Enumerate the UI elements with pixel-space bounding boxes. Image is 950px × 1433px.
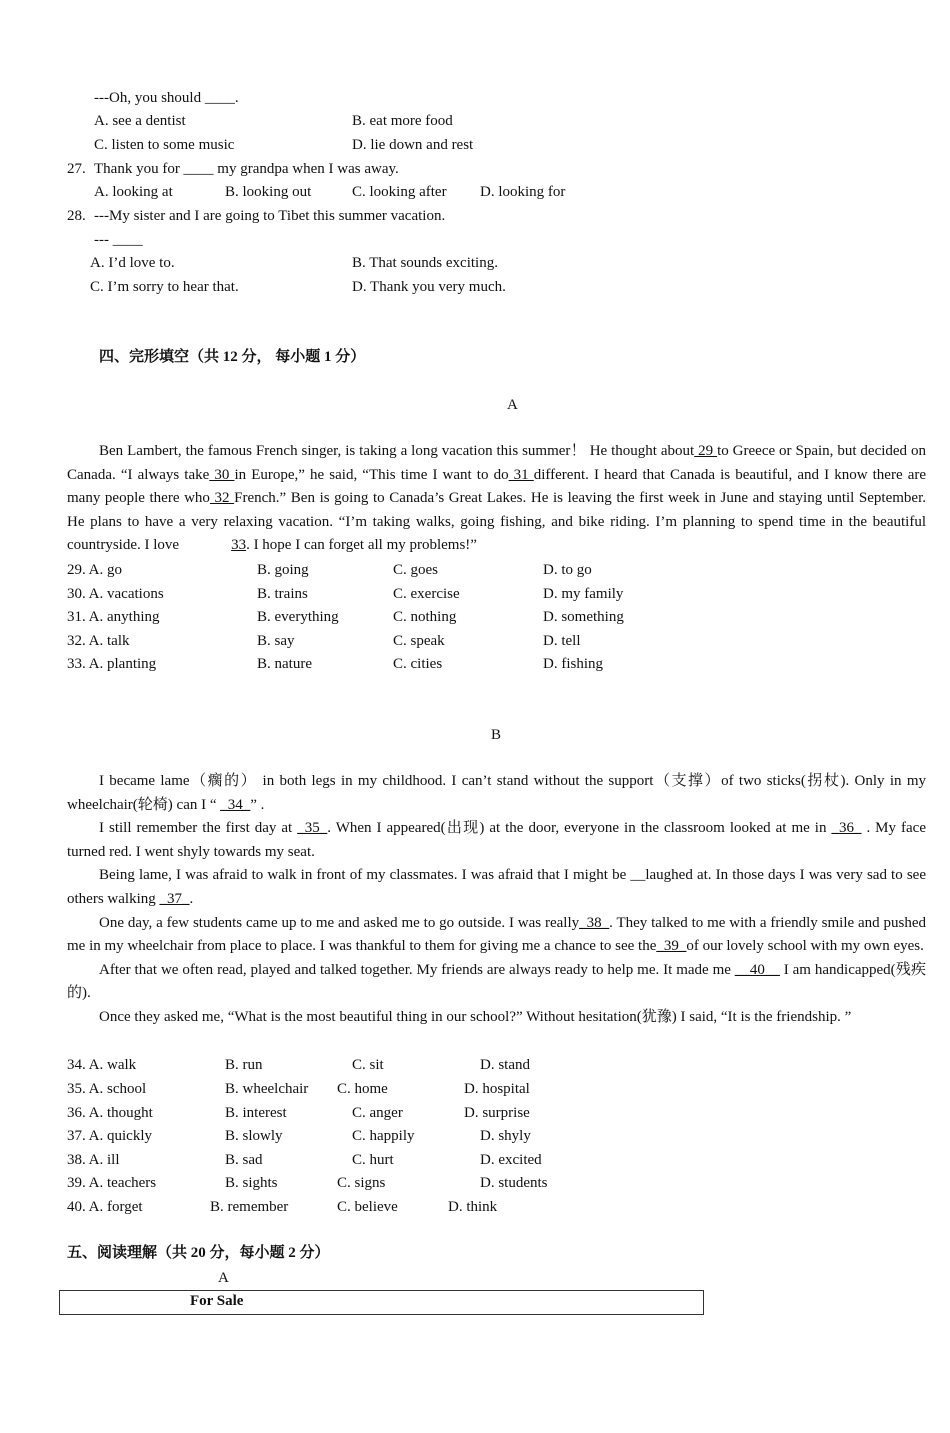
q33-option-a: 33. A. planting bbox=[67, 656, 157, 672]
passage-b-paragraph-6: Once they asked me, “What is the most beautiful thing in our school?” Without hesitation(犹豫) I said, “It is the friendship. ” bbox=[99, 1008, 852, 1025]
section4-part-b-label: B bbox=[491, 727, 502, 743]
q32-option-d: D. tell bbox=[543, 633, 581, 649]
q29-option-d: D. to go bbox=[543, 562, 592, 578]
section4-part-a-label: A bbox=[507, 397, 518, 413]
q26-option-a: A. see a dentist bbox=[94, 113, 186, 129]
q40-option-b: B. remember bbox=[210, 1199, 289, 1215]
q31-option-d: D. something bbox=[543, 609, 624, 625]
passage-b-paragraph-5: After that we often read, played and talked together. My friends are always ready to help me. It made me __40__ I am handicapped(残疾的). bbox=[67, 961, 926, 1002]
q39-option-d: D. students bbox=[480, 1175, 548, 1191]
q37-option-a: 37. A. quickly bbox=[67, 1128, 152, 1144]
blank-30: 30 bbox=[209, 466, 235, 483]
q26-option-b: B. eat more food bbox=[352, 113, 453, 129]
section5-heading: 五、阅读理解（共 20 分，每小题 2 分） bbox=[67, 1245, 330, 1261]
q28-number: 28. bbox=[67, 208, 86, 224]
q38-option-c: C. hurt bbox=[352, 1152, 394, 1168]
for-sale-title: For Sale bbox=[190, 1293, 244, 1309]
passage-b-paragraph-3: Being lame, I was afraid to walk in front of my classmates. I was afraid that I might be __laughed at. In those days I was very sad to see others walking _37_. bbox=[67, 867, 926, 907]
q33-option-c: C. cities bbox=[393, 656, 443, 672]
q33-option-d: D. fishing bbox=[543, 656, 603, 672]
q35-option-a: 35. A. school bbox=[67, 1081, 147, 1097]
blank-38: _38_ bbox=[579, 914, 610, 931]
q36-option-b: B. interest bbox=[225, 1105, 287, 1121]
blank-34: _34_ bbox=[220, 796, 251, 813]
q26-option-d: D. lie down and rest bbox=[352, 137, 474, 153]
passage-a bbox=[67, 440, 926, 558]
q28-option-c: C. I’m sorry to hear that. bbox=[90, 279, 239, 295]
q34-option-a: 34. A. walk bbox=[67, 1057, 137, 1073]
passage-b-paragraph-1: I became lame（瘸的） in both legs in my childhood. I can’t stand without the support（支撑）of two sticks(拐杖). Only in my wheelchair(轮椅) can I “ _34_” . bbox=[67, 773, 926, 813]
blank-36: _36_ bbox=[831, 820, 862, 837]
blank-39: _39_ bbox=[656, 938, 687, 955]
q39-option-b: B. sights bbox=[225, 1175, 278, 1191]
q36-option-d: D. surprise bbox=[464, 1105, 530, 1121]
passage-b bbox=[67, 770, 926, 1030]
q34-option-b: B. run bbox=[225, 1057, 263, 1073]
q30-option-b: B. trains bbox=[257, 586, 308, 602]
q40-option-d: D. think bbox=[448, 1199, 498, 1215]
q39-option-a: 39. A. teachers bbox=[67, 1175, 157, 1191]
q28-option-b: B. That sounds exciting. bbox=[352, 255, 498, 271]
q37-option-b: B. slowly bbox=[225, 1128, 283, 1144]
q34-option-d: D. stand bbox=[480, 1057, 530, 1073]
q28-prompt: ---My sister and I are going to Tibet this summer vacation. bbox=[94, 208, 446, 224]
q36-option-a: 36. A. thought bbox=[67, 1105, 153, 1121]
blank-37: _37_ bbox=[159, 890, 190, 907]
q27-option-c: C. looking after bbox=[352, 184, 447, 200]
section5-part-a-label: A bbox=[218, 1270, 229, 1286]
q26-prompt: ---Oh, you should ____. bbox=[94, 90, 239, 106]
q40-option-c: C. believe bbox=[337, 1199, 398, 1215]
q31-option-a: 31. A. anything bbox=[67, 609, 160, 625]
blank-29: 29 bbox=[694, 443, 718, 459]
q29-option-b: B. going bbox=[257, 562, 309, 578]
blank-35: _35_ bbox=[297, 820, 328, 837]
q37-option-c: C. happily bbox=[352, 1128, 415, 1144]
q31-option-b: B. everything bbox=[257, 609, 339, 625]
section4-heading: 四、完形填空（共 12 分， 每小题 1 分） bbox=[99, 349, 366, 365]
blank-31: 31 bbox=[508, 466, 534, 483]
q29-option-c: C. goes bbox=[393, 562, 438, 578]
q34-option-c: C. sit bbox=[352, 1057, 384, 1073]
q27-number: 27. bbox=[67, 161, 86, 177]
blank-40: __40__ bbox=[734, 961, 780, 978]
q40-option-a: 40. A. forget bbox=[67, 1199, 143, 1215]
q38-option-a: 38. A. ill bbox=[67, 1152, 120, 1168]
passage-a-paragraph: Ben Lambert, the famous French singer, is taking a long vacation this summer！ He thought about 29 to Greece or Spain, but decided on Canada. “I always take 30 in Europe,” he said, “This time I want to do 31 different. I heard that Canada is beautiful, and I know there are many people there who 32 French.” Ben is going to Canada’s Great Lakes. He is leaving the first week in June and staying until September. He plans to have a very relaxing vacation. “I’m taking walks, going fishing, and bike riding. I’m planning to spend time in the beautiful countryside. I love 33. I hope I can forget all my problems!” bbox=[67, 443, 926, 554]
q31-option-c: C. nothing bbox=[393, 609, 457, 625]
passage-b-paragraph-2: I still remember the first day at _35_. When I appeared(出现) at the door, everyone in the classroom looked at me in _36_ . My face turned red. I went shyly towards my seat. bbox=[67, 820, 926, 860]
q30-option-d: D. my family bbox=[543, 586, 624, 602]
q28-reply: --- ____ bbox=[94, 232, 143, 248]
q32-option-c: C. speak bbox=[393, 633, 445, 649]
q38-option-b: B. sad bbox=[225, 1152, 263, 1168]
q32-option-b: B. say bbox=[257, 633, 295, 649]
q38-option-d: D. excited bbox=[480, 1152, 542, 1168]
q39-option-c: C. signs bbox=[337, 1175, 386, 1191]
q35-option-d: D. hospital bbox=[464, 1081, 530, 1097]
q33-option-b: B. nature bbox=[257, 656, 312, 672]
q30-option-c: C. exercise bbox=[393, 586, 460, 602]
q35-option-c: C. home bbox=[337, 1081, 388, 1097]
q28-option-a: A. I’d love to. bbox=[90, 255, 175, 271]
blank-33: 33 bbox=[231, 537, 247, 554]
blank-32: 32 bbox=[209, 490, 235, 507]
q27-prompt: Thank you for ____ my grandpa when I was away. bbox=[94, 161, 399, 177]
q30-option-a: 30. A. vacations bbox=[67, 586, 164, 602]
q28-option-d: D. Thank you very much. bbox=[352, 279, 506, 295]
q26-option-c: C. listen to some music bbox=[94, 137, 235, 153]
for-sale-table bbox=[59, 1290, 704, 1315]
q29-option-a: 29. A. go bbox=[67, 562, 123, 578]
q27-option-b: B. looking out bbox=[225, 184, 312, 200]
q36-option-c: C. anger bbox=[352, 1105, 403, 1121]
q37-option-d: D. shyly bbox=[480, 1128, 531, 1144]
q27-option-a: A. looking at bbox=[94, 184, 173, 200]
passage-b-paragraph-4: One day, a few students came up to me and asked me to go outside. I was really_38_. They talked to me with a friendly smile and pushed me in my wheelchair from place to place. I was thankful to them for giving me a chance to see the_39_of our lovely school with my own eyes. bbox=[67, 914, 926, 955]
q35-option-b: B. wheelchair bbox=[225, 1081, 309, 1097]
q27-option-d: D. looking for bbox=[480, 184, 566, 200]
q32-option-a: 32. A. talk bbox=[67, 633, 130, 649]
